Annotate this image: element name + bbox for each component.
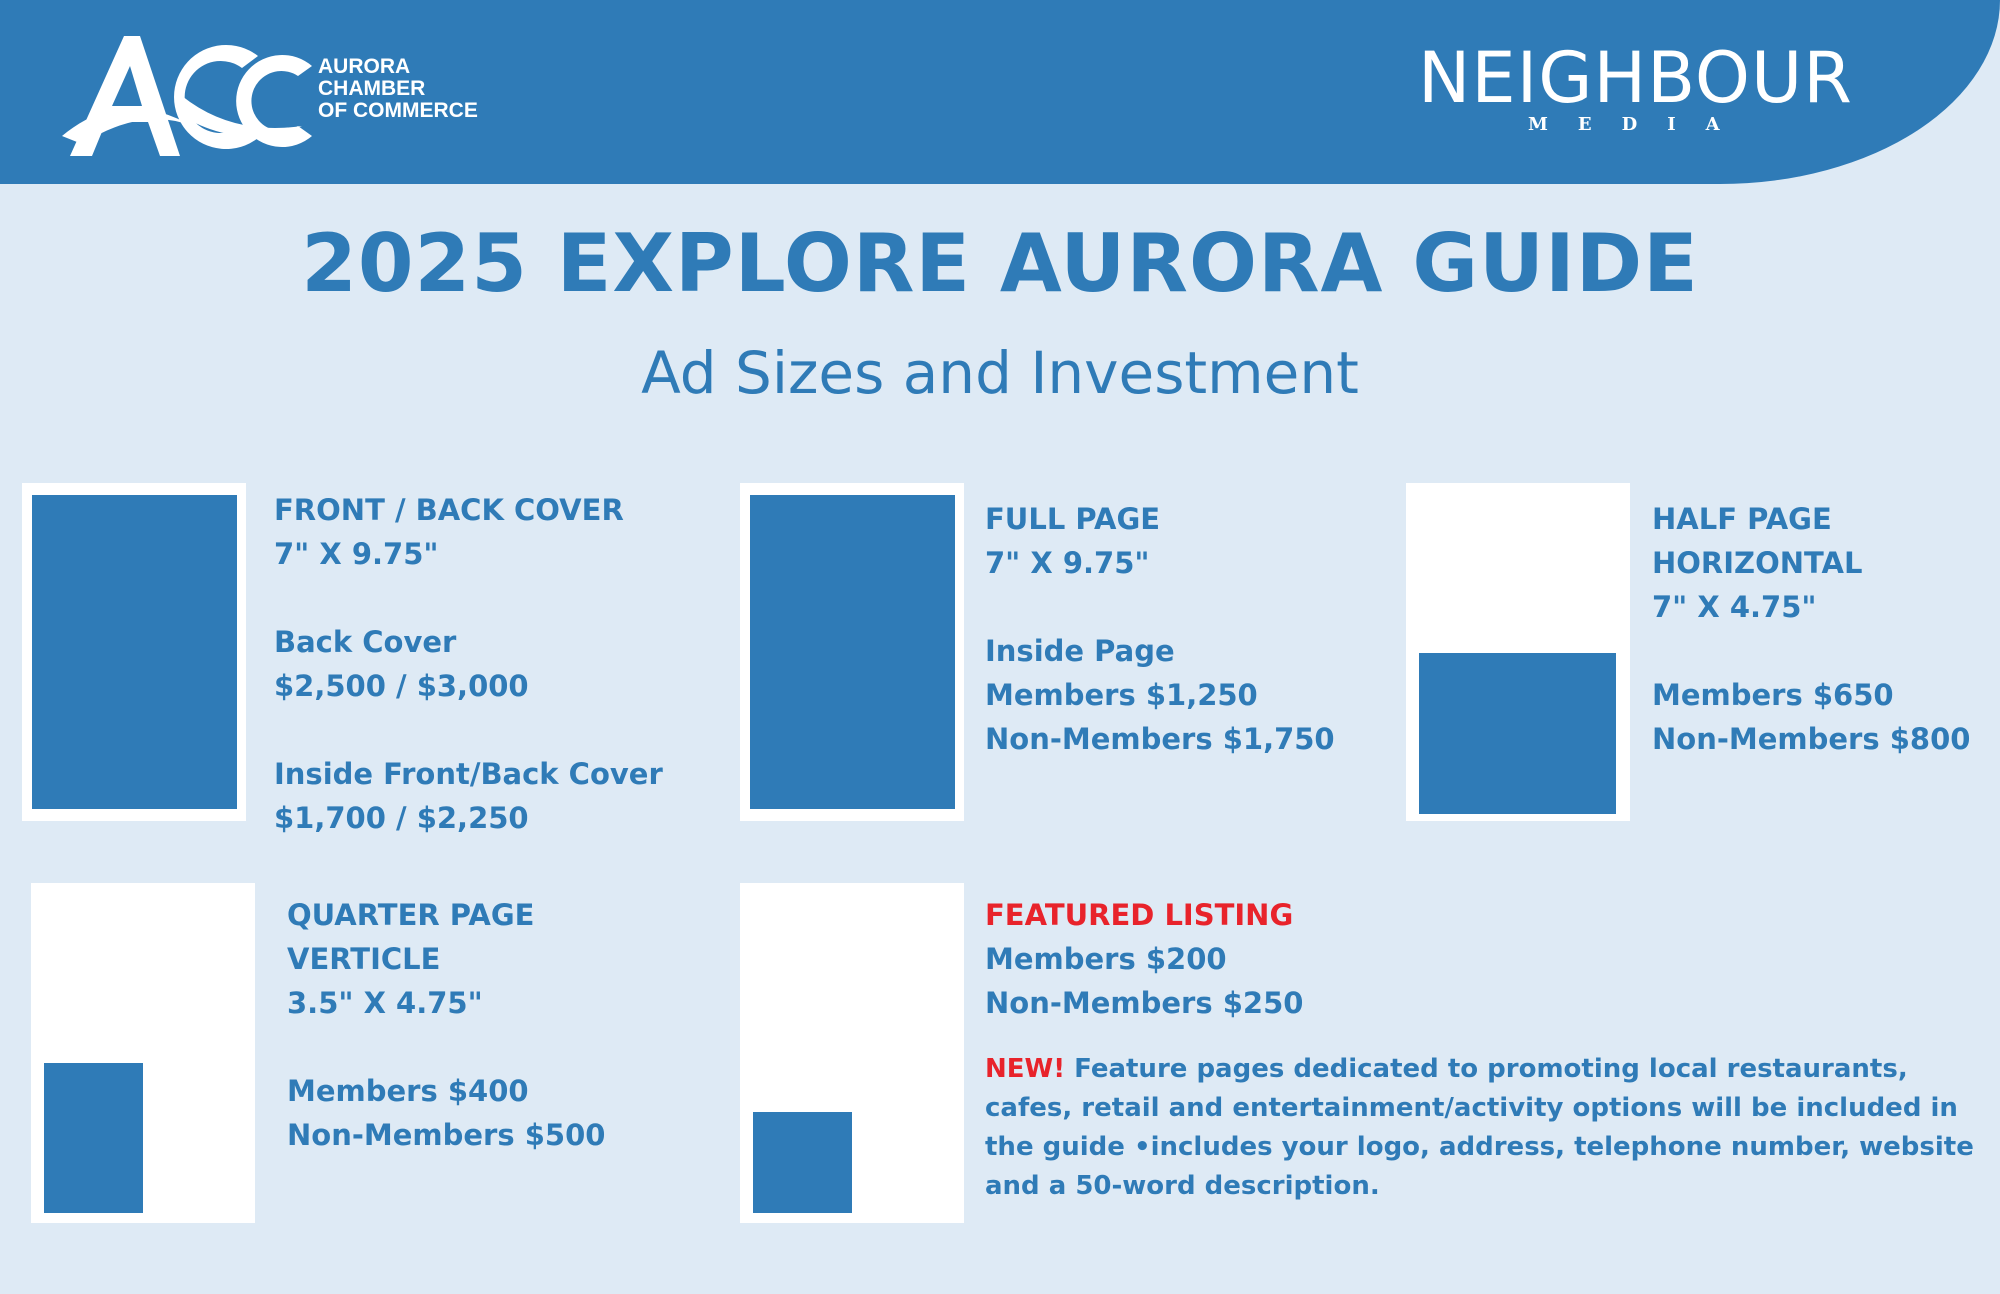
- featured-listing-preview: [740, 883, 964, 1223]
- quarter-page-ad-orientation: VERTICLE: [287, 942, 441, 976]
- neighbour-media-logo: NEIGHBOUR: [1418, 37, 1853, 119]
- full-page-members-price: Members $1,250: [985, 678, 1258, 712]
- half-page-ad-preview: [1406, 483, 1630, 821]
- quarter-page-members-price: Members $400: [287, 1074, 529, 1108]
- cover-ad-info: [274, 488, 663, 840]
- quarter-page-ad-size: 3.5" X 4.75": [287, 986, 483, 1020]
- full-page-ad-info: [985, 497, 1335, 761]
- featured-non-members-price: Non-Members $250: [985, 986, 1304, 1020]
- featured-listing-name: FEATURED LISTING: [985, 898, 1294, 932]
- featured-description: [985, 1050, 1985, 1206]
- quarter-page-non-members-price: Non-Members $500: [287, 1118, 606, 1152]
- quarter-page-ad-name: QUARTER PAGE: [287, 898, 535, 932]
- full-page-label: Inside Page: [985, 634, 1175, 668]
- header-banner: [0, 0, 2000, 184]
- half-page-ad-name: HALF PAGE: [1652, 502, 1832, 536]
- page-subtitle: Ad Sizes and Investment: [641, 339, 1359, 407]
- new-badge: NEW!: [985, 1054, 1066, 1084]
- chamber-line: CHAMBER: [318, 77, 426, 100]
- back-cover-label: Back Cover: [274, 625, 457, 659]
- cover-ad-name: FRONT / BACK COVER: [274, 493, 624, 527]
- page-title: 2025 EXPLORE AURORA GUIDE: [301, 217, 1699, 310]
- quarter-page-ad-preview: [31, 883, 255, 1223]
- featured-listing-fill: [753, 1112, 852, 1213]
- featured-members-price: Members $200: [985, 942, 1227, 976]
- inside-cover-price: $1,700 / $2,250: [274, 801, 529, 835]
- half-page-ad-size: 7" X 4.75": [1652, 590, 1817, 624]
- cover-ad-fill: [32, 495, 237, 809]
- quarter-page-ad-fill: [44, 1063, 143, 1213]
- quarter-page-ad-info: [287, 893, 605, 1157]
- cover-ad-size: 7" X 9.75": [274, 537, 439, 571]
- full-page-ad-fill: [750, 495, 955, 809]
- back-cover-price: $2,500 / $3,000: [274, 669, 529, 703]
- cover-ad-preview: [22, 483, 246, 821]
- full-page-ad-preview: [740, 483, 964, 821]
- chamber-line: AURORA: [318, 55, 411, 78]
- chamber-line: OF COMMERCE: [318, 99, 478, 122]
- full-page-ad-name: FULL PAGE: [985, 502, 1161, 536]
- featured-listing-info: [985, 893, 1303, 1025]
- media-label: MEDIA: [1528, 114, 1750, 135]
- half-page-non-members-price: Non-Members $800: [1652, 722, 1971, 756]
- half-page-ad-info: [1652, 497, 1970, 761]
- inside-cover-label: Inside Front/Back Cover: [274, 757, 663, 791]
- full-page-ad-size: 7" X 9.75": [985, 546, 1150, 580]
- full-page-non-members-price: Non-Members $1,750: [985, 722, 1335, 756]
- acc-logo-icon: [62, 26, 322, 162]
- half-page-ad-orientation: HORIZONTAL: [1652, 546, 1863, 580]
- chamber-name: [318, 56, 478, 122]
- featured-description-text: Feature pages dedicated to promoting local restaurants, cafes, retail and entertainment/activity options will be included in the guide •includes your logo, address, telephone number, website and a 50-word description.: [985, 1054, 1974, 1201]
- half-page-ad-fill: [1419, 653, 1616, 814]
- half-page-members-price: Members $650: [1652, 678, 1894, 712]
